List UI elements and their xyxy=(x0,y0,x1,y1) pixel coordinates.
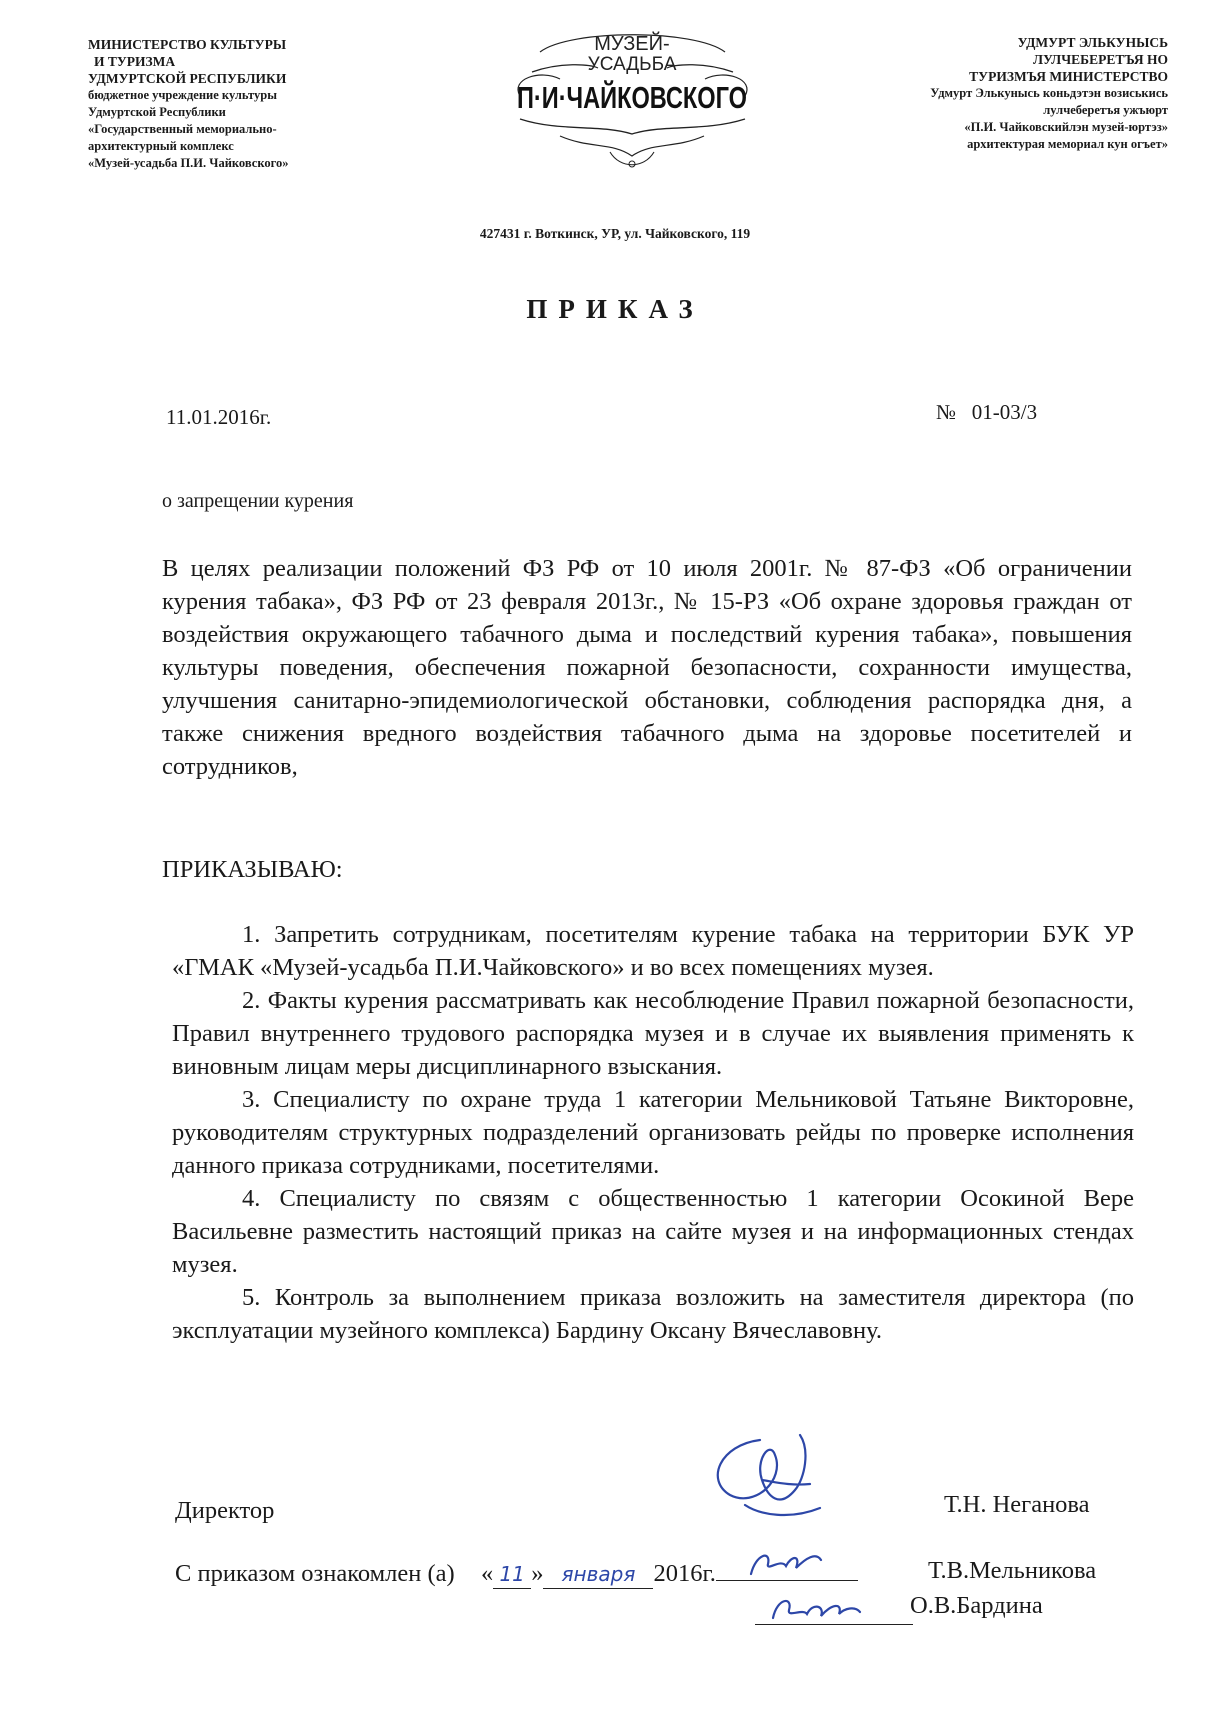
order-item: 3. Специалисту по охране труда 1 категории Мельниковой Татьяне Викторовне, руководителям структурных подразделений организовать рейды по проверке исполнения данного приказа сотрудниками, посетителями. xyxy=(172,1086,1134,1179)
order-subject: о запрещении курения xyxy=(162,490,354,512)
order-item: 5. Контроль за выполнением приказа возложить на заместителя директора (по эксплуатации музейного комплекса) Бардину Оксану Вячеславовну. xyxy=(172,1284,1134,1344)
order-date: 11.01.2016г. xyxy=(166,405,272,429)
ministry-line: И ТУРИЗМА xyxy=(94,54,176,69)
institution-line-udm: лулчеберетъя ужъюрт xyxy=(1043,103,1168,117)
acknowledgement-line xyxy=(175,1560,858,1589)
ministry-line-udm: УДМУРТ ЭЛЬКУНЫСЬ xyxy=(1017,35,1168,50)
ack-signature-line xyxy=(716,1560,858,1581)
ack-year: 2016г. xyxy=(653,1560,716,1587)
order-items xyxy=(172,918,1134,1347)
institution-line: «Государственный мемориально- xyxy=(88,122,277,136)
preamble-paragraph: В целях реализации положений ФЗ РФ от 10 июля 2001г. № 87-ФЗ «Об ограничении курения табака», ФЗ РФ от 23 февраля 2013г., № 15-РЗ «Об охране здоровья граждан от воздействия окружающего табачного дыма и последствий курения табака», повышения культуры поведения, обеспечения пожарной безопасности, сохранности имущества, улучшения санитарно-эпидемиологической обстановки, соблюдения распорядка дня, а также снижения вредного воздействия табачного дыма на здоровье посетителей и сотрудников, xyxy=(162,555,1132,780)
order-item: 1. Запретить сотрудникам, посетителям курение табака на территории БУК УР «ГМАК «Музей-усадьба П.И.Чайковского» и во всех помещениях музея. xyxy=(172,921,1134,981)
institution-line: архитектурный комплекс xyxy=(88,139,234,153)
header-left-block xyxy=(88,36,388,172)
institution-line-udm: «П.И. Чайковскийлэн музей-юртэз» xyxy=(964,120,1168,134)
order-word: ПРИКАЗЫВАЮ: xyxy=(162,856,343,883)
director-signature xyxy=(700,1420,840,1530)
institution-line: Удмуртской Республики xyxy=(88,105,226,119)
ack-person-2: О.В.Бардина xyxy=(910,1592,1043,1619)
order-number: № 01-03/3 xyxy=(936,400,1038,424)
institution-line-udm: Удмурт Элькунысь коньдэтэн возиськись xyxy=(930,86,1168,100)
director-name: Т.Н. Неганова xyxy=(944,1491,1090,1518)
museum-logo xyxy=(500,24,820,174)
ack-person-1: Т.В.Мельникова xyxy=(928,1557,1097,1584)
signature-melnikova xyxy=(746,1546,826,1580)
ministry-line-udm: ТУРИЗМЪЯ МИНИСТЕРСТВО xyxy=(969,69,1168,84)
logo-main-text: П·И·ЧАЙКОВСКОГО xyxy=(517,80,820,115)
ministry-line: МИНИСТЕРСТВО КУЛЬТУРЫ xyxy=(88,37,287,52)
logo-top-text: МУЗЕЙ- xyxy=(594,33,670,55)
address: 427431 г. Воткинск, УР, ул. Чайковского, 119 xyxy=(479,226,751,241)
order-item: 2. Факты курения рассматривать как несоблюдение Правил пожарной безопасности, Правил внутреннего трудового распорядка музея и в случае их выявления применять к виновным лицам меры дисциплинарного взыскания. xyxy=(172,987,1134,1080)
ack-day: 11 xyxy=(499,1562,525,1586)
ministry-line-udm: ЛУЛЧЕБЕРЕТЪЯ НО xyxy=(1033,52,1168,67)
institution-line: бюджетное учреждение культуры xyxy=(88,88,277,102)
institution-line: «Музей-усадьба П.И. Чайковского» xyxy=(88,156,289,170)
signature-bardina xyxy=(765,1588,865,1628)
ack-quote-close: » xyxy=(531,1560,544,1587)
document-title: ПРИКАЗ xyxy=(526,294,704,324)
ack-label: С приказом ознакомлен (а) xyxy=(175,1560,455,1587)
ministry-line: УДМУРТСКОЙ РЕСПУБЛИКИ xyxy=(88,71,287,86)
director-position: Директор xyxy=(175,1497,275,1524)
header-right-block xyxy=(788,34,1168,153)
order-item: 4. Специалисту по связям с общественностью 1 категории Осокиной Вере Васильевне разместить настоящий приказ на сайте музея и на информационных стендах музея. xyxy=(172,1185,1134,1278)
ack-signature-line-2 xyxy=(755,1600,913,1625)
institution-line-udm: архитектурая мемориал кун огъет» xyxy=(967,137,1168,151)
ack-month: января xyxy=(561,1562,636,1586)
ack-quote-open: « xyxy=(480,1560,494,1587)
logo-middle-text: УСАДЬБА xyxy=(587,54,677,75)
